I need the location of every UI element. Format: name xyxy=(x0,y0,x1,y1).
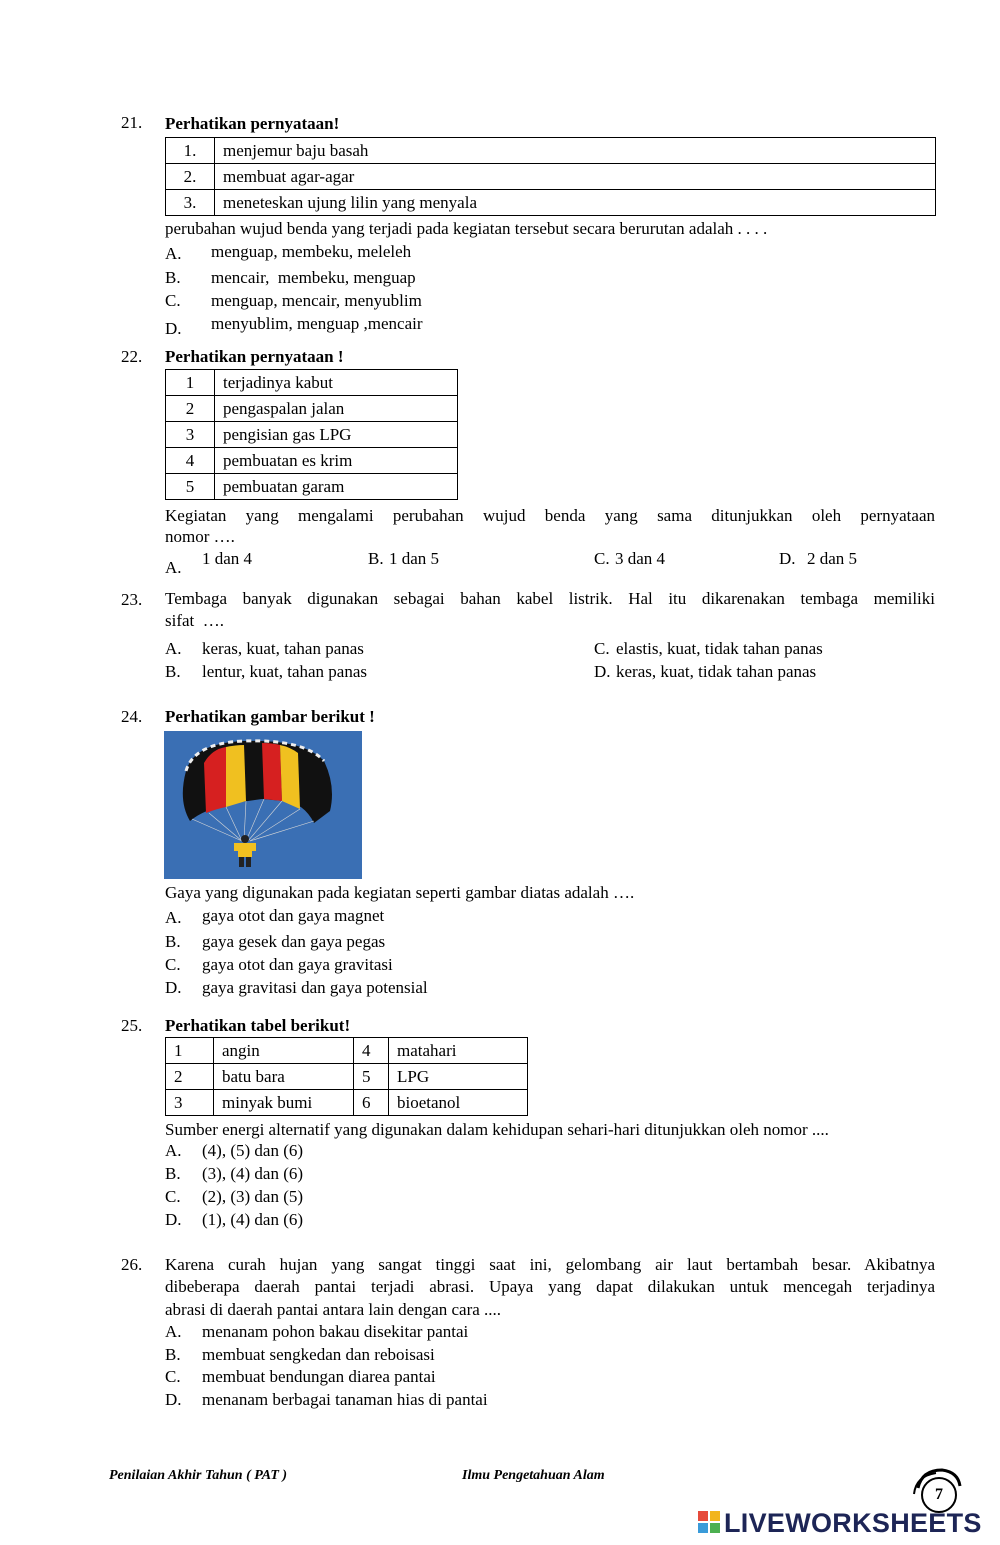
row-text: membuat agar-agar xyxy=(215,164,936,190)
q21-table xyxy=(165,137,936,216)
option-text: membuat bendungan diarea pantai xyxy=(202,1367,436,1386)
row-text: batu bara xyxy=(214,1064,354,1090)
option-letter: C. xyxy=(165,291,181,310)
parachute-image xyxy=(164,731,362,879)
option-letter: D. xyxy=(594,662,611,681)
row-text: matahari xyxy=(389,1038,528,1064)
option-letter: A. xyxy=(165,1322,182,1341)
table-row xyxy=(166,396,458,422)
footer-center: Ilmu Pengetahuan Alam xyxy=(462,1468,605,1483)
q26-question-line3: abrasi di daerah pantai antara lain dengan cara .... xyxy=(165,1300,502,1319)
row-number: 1 xyxy=(166,370,215,396)
option-text: keras, kuat, tahan panas xyxy=(202,639,364,658)
row-number: 2 xyxy=(166,396,215,422)
option-letter: C. xyxy=(165,955,181,974)
option-text: gaya gravitasi dan gaya potensial xyxy=(202,978,428,997)
q26-number: 26. xyxy=(121,1255,143,1274)
option-text: membuat sengkedan dan reboisasi xyxy=(202,1345,435,1364)
option-text: 3 dan 4 xyxy=(615,549,666,568)
q22-question-line2: nomor …. xyxy=(165,527,235,546)
q22-table xyxy=(165,369,458,500)
row-number: 1 xyxy=(166,1038,214,1064)
option-letter: A. xyxy=(165,558,182,577)
option-text: keras, kuat, tidak tahan panas xyxy=(616,662,817,681)
option-letter: A. xyxy=(165,244,182,263)
option-letter: A. xyxy=(165,639,182,658)
option-text: gaya otot dan gaya magnet xyxy=(202,906,385,925)
row-number: 4 xyxy=(354,1038,389,1064)
option-text: menyublim, menguap ,mencair xyxy=(211,314,423,333)
table-row xyxy=(166,1064,528,1090)
row-text: minyak bumi xyxy=(214,1090,354,1116)
row-number: 5 xyxy=(354,1064,389,1090)
row-number: 3 xyxy=(166,1090,214,1116)
table-row xyxy=(166,474,458,500)
table-row xyxy=(166,448,458,474)
row-text: meneteskan ujung lilin yang menyala xyxy=(215,190,936,216)
option-letter: B. xyxy=(165,1164,181,1183)
option-letter: D. xyxy=(165,1210,182,1229)
option-letter: B. xyxy=(165,268,181,287)
option-letter: C. xyxy=(165,1367,181,1386)
row-number: 2. xyxy=(166,164,215,190)
q23-question-line2: sifat …. xyxy=(165,611,225,630)
liveworksheets-brand[interactable]: LIVEWORKSHEETS xyxy=(724,1508,982,1538)
q22-number: 22. xyxy=(121,347,143,366)
q25-title: Perhatikan tabel berikut! xyxy=(165,1016,351,1035)
option-letter: D. xyxy=(165,319,182,338)
option-letter: C. xyxy=(165,1187,181,1206)
option-text: (2), (3) dan (5) xyxy=(202,1187,304,1206)
option-text: (1), (4) dan (6) xyxy=(202,1210,304,1229)
q23-number: 23. xyxy=(121,590,143,609)
row-text: pembuatan es krim xyxy=(215,448,458,474)
q24-question: Gaya yang digunakan pada kegiatan seperti gambar diatas adalah …. xyxy=(165,883,635,902)
table-row xyxy=(166,1090,528,1116)
table-row xyxy=(166,164,936,190)
row-text: terjadinya kabut xyxy=(215,370,458,396)
table-row xyxy=(166,138,936,164)
row-text: pengisian gas LPG xyxy=(215,422,458,448)
q21-question: perubahan wujud benda yang terjadi pada kegiatan tersebut secara berurutan adalah . . . . xyxy=(165,219,768,238)
option-text: gaya gesek dan gaya pegas xyxy=(202,932,386,951)
liveworksheets-logo-icon xyxy=(698,1511,720,1533)
table-row xyxy=(166,370,458,396)
q21-title: Perhatikan pernyataan! xyxy=(165,114,340,133)
option-letter: C. xyxy=(594,549,610,568)
row-number: 5 xyxy=(166,474,215,500)
q25-number: 25. xyxy=(121,1016,143,1035)
row-number: 1. xyxy=(166,138,215,164)
row-text: pengaspalan jalan xyxy=(215,396,458,422)
row-number: 6 xyxy=(354,1090,389,1116)
row-number: 3 xyxy=(166,422,215,448)
q26-question-line2: dibeberapa daerah pantai terjadi abrasi. Upaya yang dapat dilakukan untuk mencegah terjadinya xyxy=(165,1277,935,1296)
option-letter: A. xyxy=(165,1141,182,1160)
q23-question-line1: Tembaga banyak digunakan sebagai bahan kabel listrik. Hal itu dikarenakan tembaga memiliki xyxy=(165,589,935,608)
q21-number: 21. xyxy=(121,113,143,132)
option-text: menguap, mencair, menyublim xyxy=(211,291,422,310)
row-number: 3. xyxy=(166,190,215,216)
option-letter: B. xyxy=(165,932,181,951)
option-text: mencair, membeku, menguap xyxy=(211,268,416,287)
table-row xyxy=(166,190,936,216)
option-letter: B. xyxy=(368,549,384,568)
row-text: bioetanol xyxy=(389,1090,528,1116)
row-text: menjemur baju basah xyxy=(215,138,936,164)
q22-question-line1: Kegiatan yang mengalami perubahan wujud benda yang sama ditunjukkan oleh pernyataan xyxy=(165,506,935,525)
table-row xyxy=(166,422,458,448)
option-letter: D. xyxy=(165,1390,182,1409)
row-number: 2 xyxy=(166,1064,214,1090)
row-number: 4 xyxy=(166,448,215,474)
option-letter: B. xyxy=(165,662,181,681)
option-text: 2 dan 5 xyxy=(807,549,858,568)
option-text: menguap, membeku, meleleh xyxy=(211,242,412,261)
option-letter: D. xyxy=(779,549,796,568)
option-text: lentur, kuat, tahan panas xyxy=(202,662,368,681)
option-text: 1 dan 4 xyxy=(202,549,253,568)
option-text: (4), (5) dan (6) xyxy=(202,1141,304,1160)
option-letter: D. xyxy=(165,978,182,997)
q25-table xyxy=(165,1037,528,1116)
footer-left: Penilaian Akhir Tahun ( PAT ) xyxy=(109,1468,288,1483)
q26-question-line1: Karena curah hujan yang sangat tinggi saat ini, gelombang air laut bertambah besar. Akibatnya xyxy=(165,1255,935,1274)
q24-title: Perhatikan gambar berikut ! xyxy=(165,707,375,726)
q22-title: Perhatikan pernyataan ! xyxy=(165,347,344,366)
row-text: angin xyxy=(214,1038,354,1064)
option-text: gaya otot dan gaya gravitasi xyxy=(202,955,393,974)
q25-question: Sumber energi alternatif yang digunakan dalam kehidupan sehari-hari ditunjukkan oleh nomor .... xyxy=(165,1120,829,1139)
option-letter: B. xyxy=(165,1345,181,1364)
table-row xyxy=(166,1038,528,1064)
option-text: elastis, kuat, tidak tahan panas xyxy=(616,639,823,658)
row-text: pembuatan garam xyxy=(215,474,458,500)
option-letter: A. xyxy=(165,908,182,927)
option-text: menanam berbagai tanaman hias di pantai xyxy=(202,1390,488,1409)
option-text: menanam pohon bakau disekitar pantai xyxy=(202,1322,469,1341)
option-text: (3), (4) dan (6) xyxy=(202,1164,304,1183)
page-number: 7 xyxy=(935,1486,943,1503)
q24-number: 24. xyxy=(121,707,143,726)
option-letter: C. xyxy=(594,639,610,658)
row-text: LPG xyxy=(389,1064,528,1090)
option-text: 1 dan 5 xyxy=(389,549,440,568)
